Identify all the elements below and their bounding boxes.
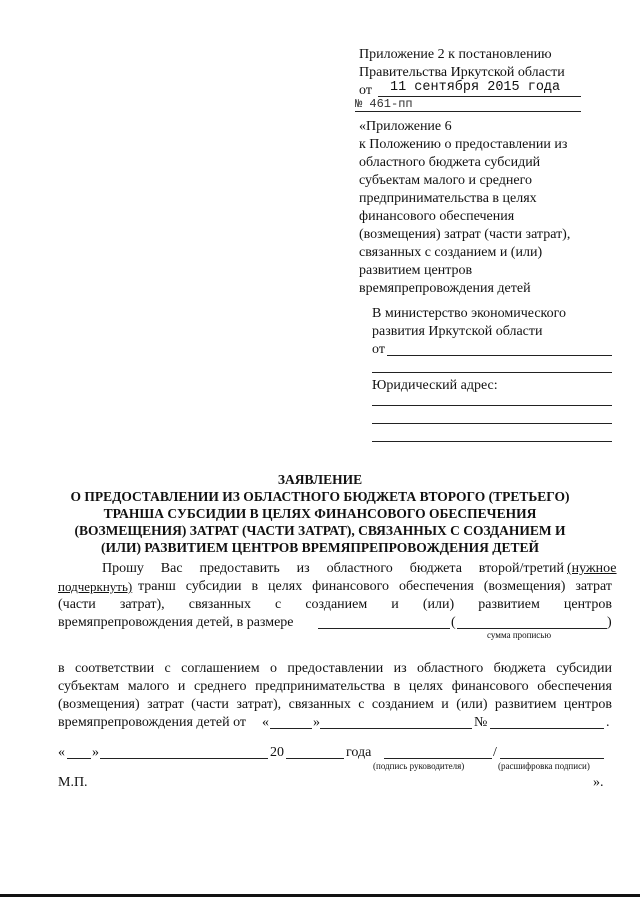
addressee-line-extra[interactable] [372, 372, 612, 373]
sign-month-field[interactable] [100, 758, 268, 759]
appendix-number-line [355, 111, 581, 112]
para2-line: субъектам малого и среднего предпринимательства в целях финансового обеспечения [58, 679, 612, 694]
para1-note-part1: (нужное [567, 561, 617, 576]
agreement-date-field[interactable] [320, 728, 472, 729]
para1-line3: (части затрат), связанных с созданием и (или) развитием центров [58, 597, 612, 612]
appendix6-line: времяпрепровождения детей [359, 281, 531, 296]
document-subtitle-line: (ВОЗМЕЩЕНИЯ) ЗАТРАТ (ЧАСТИ ЗАТРАТ), СВЯЗАННЫХ С СОЗДАНИЕМ И [74, 523, 566, 538]
agreement-open-quote: « [262, 715, 269, 730]
signature-field[interactable] [384, 758, 492, 759]
para2-line: в соответствии с соглашением о предоставлении из областного бюджета субсидии [58, 661, 612, 676]
signature-decode-caption: (расшифровка подписи) [498, 761, 590, 771]
agreement-number-sign: № [474, 715, 488, 730]
stamp-place-label: М.П. [58, 775, 88, 790]
addressee-from-line[interactable] [387, 355, 612, 356]
para2-last-text: времяпрепровождения детей от [58, 715, 247, 730]
amount-field[interactable] [318, 628, 450, 629]
appendix6-line: к Положению о предоставлении из [359, 137, 568, 152]
para2-line: (возмещения) затрат (части затрат), связанных с созданием и (или) развитием центров [58, 697, 612, 712]
addressee-line1: В министерство экономического [372, 306, 567, 321]
appendix-from-prefix: от [359, 83, 372, 98]
agreement-day-field[interactable] [270, 728, 312, 729]
agreement-dot: . [606, 715, 610, 730]
appendix-line2: Правительства Иркутской области [359, 65, 565, 80]
appendix6-line: (возмещения) затрат (части затрат), [359, 227, 571, 242]
addressee-from: от [372, 342, 385, 357]
para1-note-part2 [58, 578, 132, 595]
para1-line4: времяпрепровождения детей, в размере [58, 615, 294, 630]
appendix-date: 11 сентября 2015 года [390, 80, 561, 95]
sign-slash: / [493, 745, 497, 760]
amount-close-paren: ) [607, 615, 612, 630]
amount-words-caption: сумма прописью [487, 630, 552, 640]
signature-decode-field[interactable] [500, 758, 604, 759]
amount-open-paren: ( [451, 615, 456, 630]
sign-open-quote: « [58, 745, 65, 760]
agreement-close-quote: » [313, 715, 320, 730]
legal-address-line[interactable] [372, 441, 612, 442]
appendix6-line: финансового обеспечения [359, 209, 515, 224]
document-title: ЗАЯВЛЕНИЕ [277, 472, 363, 487]
sign-close-quote: » [92, 745, 99, 760]
sign-year-suffix: года [346, 745, 372, 760]
para1-line1: Прошу Вас предоставить из областного бюджета второй/третий [102, 561, 564, 576]
appendix6-line: связанных с созданием и (или) [359, 245, 543, 260]
document-subtitle-line: О ПРЕДОСТАВЛЕНИИ ИЗ ОБЛАСТНОГО БЮДЖЕТА ВТОРОГО (ТРЕТЬЕГО) [70, 489, 570, 504]
legal-address-line[interactable] [372, 423, 612, 424]
sign-day-field[interactable] [67, 758, 91, 759]
appendix-line1: Приложение 2 к постановлению [359, 47, 552, 62]
agreement-number-field[interactable] [490, 728, 604, 729]
bottom-border-rule [0, 894, 640, 897]
sign-year-field[interactable] [286, 758, 344, 759]
legal-address-line[interactable] [372, 405, 612, 406]
appendix6-line: предпринимательства в целях [359, 191, 537, 206]
appendix6-line: областного бюджета субсидий [359, 155, 541, 170]
legal-address-label: Юридический адрес: [372, 378, 498, 393]
closing-quote-mark: ». [593, 775, 604, 790]
sign-year-prefix: 20 [270, 745, 284, 760]
amount-words-field[interactable] [457, 628, 607, 629]
para1-line2: транш субсидии в целях финансового обеспечения (возмещения) затрат [138, 579, 612, 594]
para1-note-part2-text: подчеркнуть) [58, 579, 133, 594]
signature-caption: (подпись руководителя) [373, 761, 465, 771]
appendix6-line: субъектам малого и среднего [359, 173, 532, 188]
document-subtitle-line: (ИЛИ) РАЗВИТИЕМ ЦЕНТРОВ ВРЕМЯПРЕПРОВОЖДЕНИЯ ДЕТЕЙ [100, 540, 540, 555]
appendix-number: № 461-пп [355, 97, 413, 111]
appendix6-line: «Приложение 6 [359, 119, 452, 134]
document-subtitle-line: ТРАНША СУБСИДИИ В ЦЕЛЯХ ФИНАНСОВОГО ОБЕСПЕЧЕНИЯ [103, 506, 537, 521]
addressee-line2: развития Иркутской области [372, 324, 543, 339]
appendix6-line: развитием центров [359, 263, 473, 278]
